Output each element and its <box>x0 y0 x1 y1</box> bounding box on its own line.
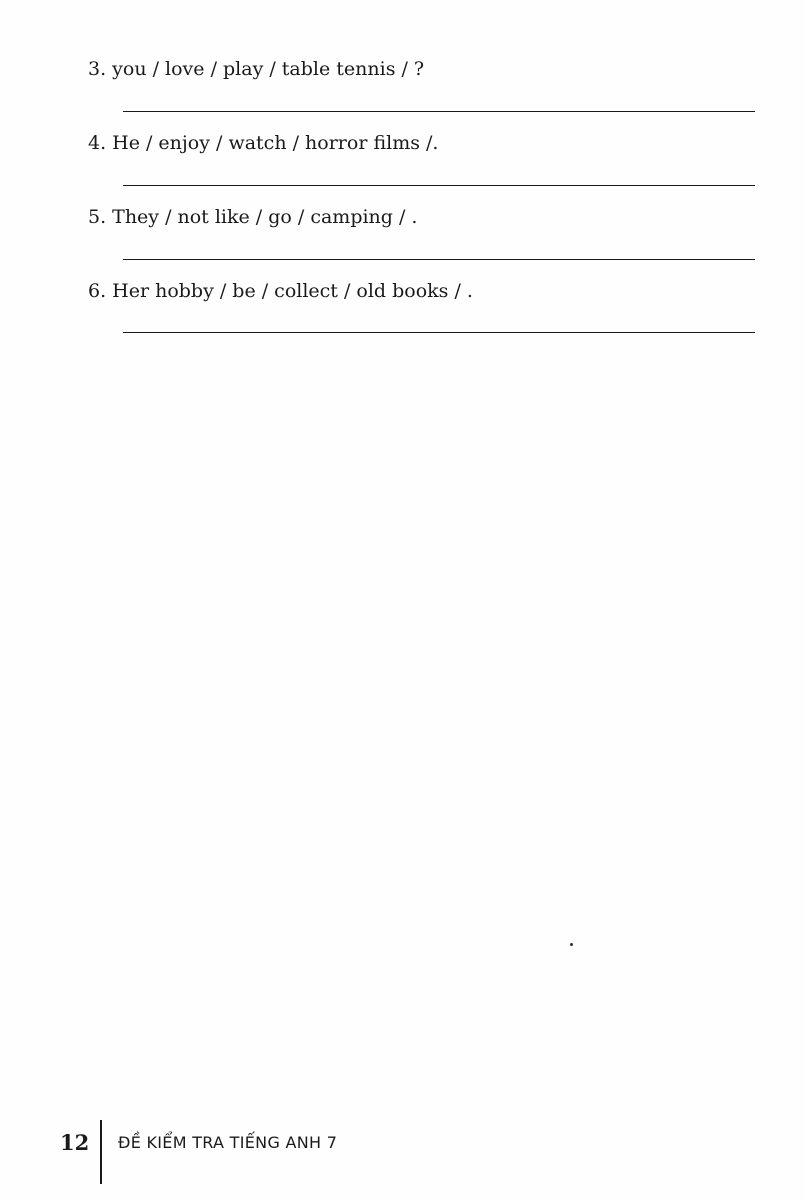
page-footer <box>60 1120 560 1184</box>
exercise-number: 4. <box>88 132 107 154</box>
answer-line[interactable] <box>123 332 755 333</box>
exercise-number: 6. <box>88 280 107 302</box>
exercise-number: 3. <box>88 58 107 80</box>
answer-line[interactable] <box>123 111 755 112</box>
exercise-text: He / enjoy / watch / horror films /. <box>112 132 439 154</box>
exercise-text: Her hobby / be / collect / old books / . <box>112 280 473 302</box>
exercise-item-3 <box>88 58 758 118</box>
exercise-prompt <box>88 58 758 80</box>
footer-divider <box>100 1120 102 1184</box>
exercise-prompt <box>88 206 758 228</box>
answer-line[interactable] <box>123 185 755 186</box>
exercise-item-5 <box>88 206 758 266</box>
book-title: ĐỀ KIỂM TRA TIẾNG ANH 7 <box>118 1133 338 1152</box>
answer-line[interactable] <box>123 259 755 260</box>
exercise-prompt <box>88 132 758 154</box>
exercise-number: 5. <box>88 206 107 228</box>
page-number: 12 <box>60 1130 90 1155</box>
print-speck <box>570 943 573 946</box>
exercise-prompt <box>88 280 758 302</box>
exercise-text: They / not like / go / camping / . <box>112 206 418 228</box>
exercise-item-6 <box>88 280 758 340</box>
exercise-text: you / love / play / table tennis / ? <box>112 58 425 80</box>
exercise-item-4 <box>88 132 758 192</box>
